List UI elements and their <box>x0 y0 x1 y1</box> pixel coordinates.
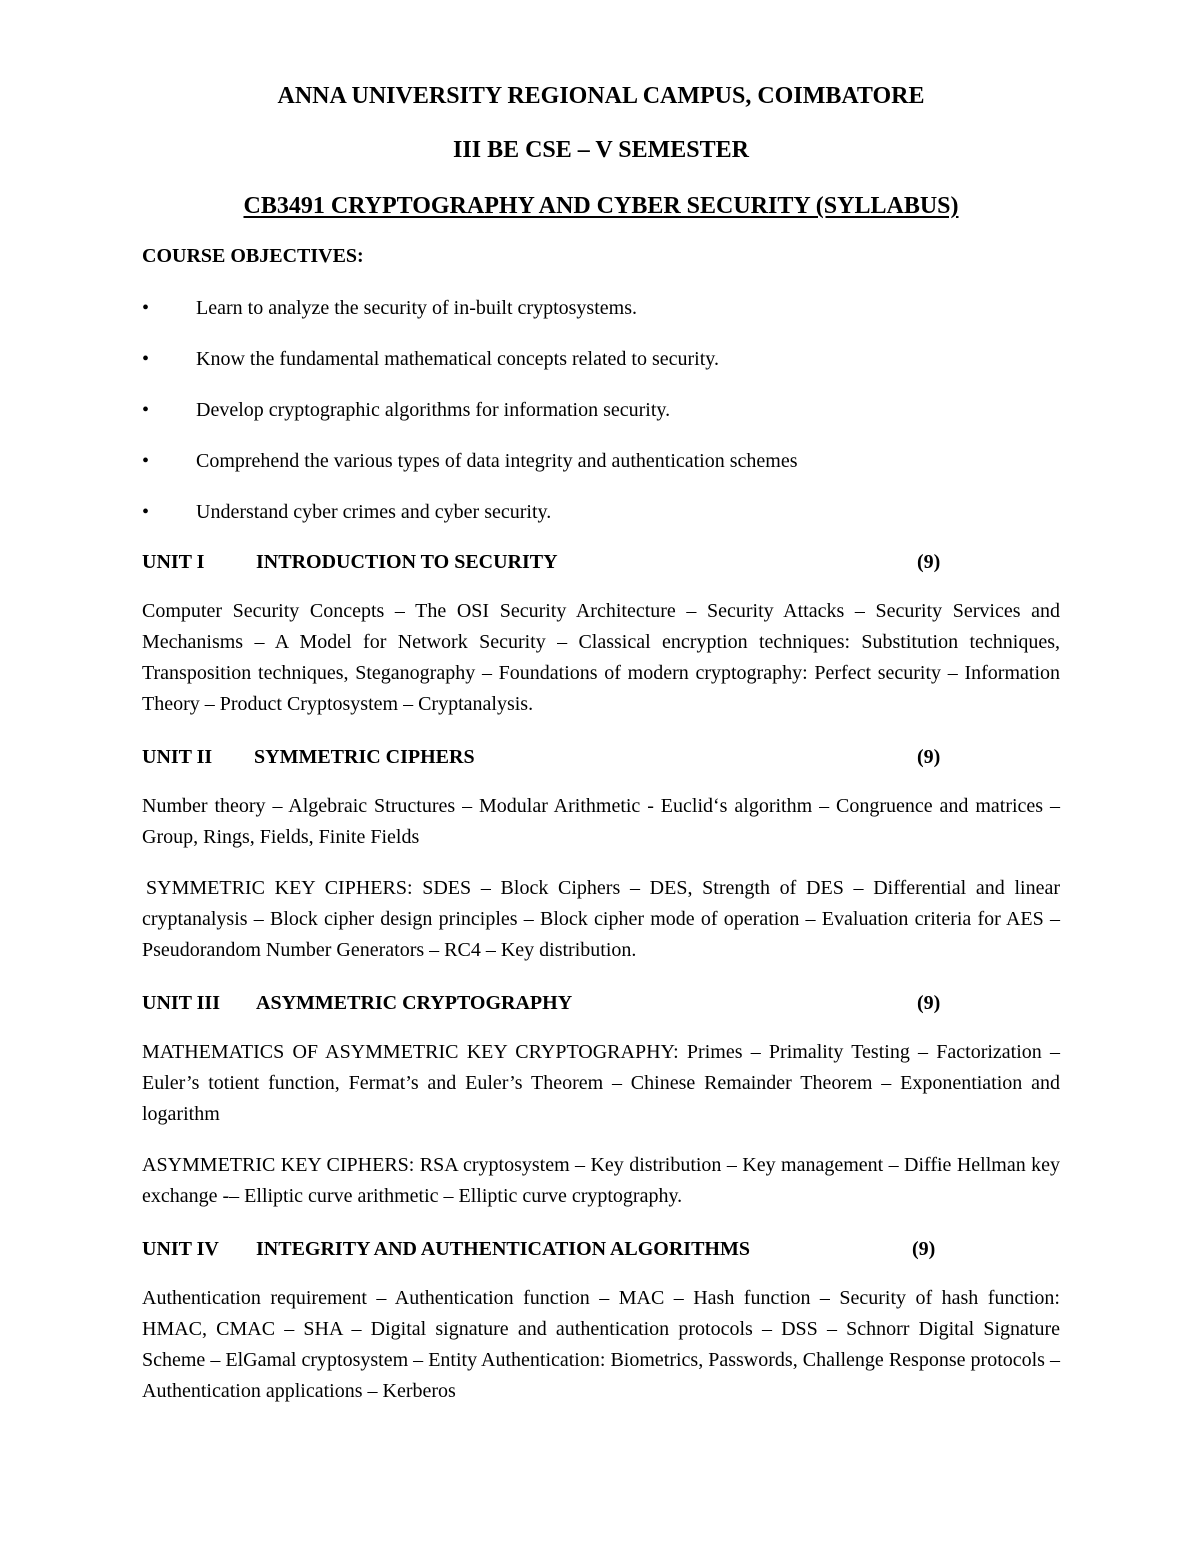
unit-title: ASYMMETRIC CRYPTOGRAPHY <box>256 992 573 1014</box>
unit-4-heading <box>142 1236 1060 1262</box>
bullet-icon: • <box>142 348 150 370</box>
bullet-icon: • <box>142 297 150 319</box>
objective-item <box>142 295 1060 321</box>
unit-hours: (9) <box>917 746 941 768</box>
objective-text: Learn to analyze the security of in-built cryptosystems. <box>196 297 637 319</box>
objective-item <box>142 397 1060 423</box>
university-name: ANNA UNIVERSITY REGIONAL CAMPUS, COIMBATORE <box>277 83 925 109</box>
objective-text: Know the fundamental mathematical concepts related to security. <box>196 348 719 370</box>
unit-title: INTEGRITY AND AUTHENTICATION ALGORITHMS <box>256 1238 750 1260</box>
unit-3-content: MATHEMATICS OF ASYMMETRIC KEY CRYPTOGRAPHY: Primes – Primality Testing – Factorization – Euler’s totient function, Fermat’s and Euler’s Theorem – Chinese Remainder Theorem – Exponentiation and logarithm <box>142 1041 1060 1125</box>
unit-title: INTRODUCTION TO SECURITY <box>256 551 558 573</box>
bullet-icon: • <box>142 501 150 523</box>
course-title: CB3491 CRYPTOGRAPHY AND CYBER SECURITY (SYLLABUS) <box>243 193 959 219</box>
objective-text: Understand cyber crimes and cyber security. <box>196 501 552 523</box>
unit-2-content: Number theory – Algebraic Structures – Modular Arithmetic - Euclid‘s algorithm – Congruence and matrices – Group, Rings, Fields, Finite Fields <box>142 795 1060 848</box>
objective-item <box>142 346 1060 372</box>
unit-hours: (9) <box>917 551 941 573</box>
unit-label: UNIT I <box>142 551 205 573</box>
unit-label: UNIT IV <box>142 1238 219 1260</box>
unit-1-content: Computer Security Concepts – The OSI Security Architecture – Security Attacks – Security Services and Mechanisms – A Model for Network Security – Classical encryption techniques: Substitution techniques, Transposition techniques, Steganography – Foundations of modern cryptography: Perfect security – Information Theory – Product Cryptosystem – Cryptanalysis. <box>142 600 1060 715</box>
page-content <box>142 76 1060 1407</box>
objective-text: Comprehend the various types of data integrity and authentication schemes <box>196 450 798 472</box>
bullet-icon: • <box>142 450 150 472</box>
unit-label: UNIT II <box>142 746 213 768</box>
unit-title: SYMMETRIC CIPHERS <box>254 746 475 768</box>
objective-item <box>142 499 1060 525</box>
unit-1-heading <box>142 549 1060 575</box>
class-semester: III BE CSE – V SEMESTER <box>453 137 749 163</box>
unit-label: UNIT III <box>142 992 220 1014</box>
objective-item <box>142 448 1060 474</box>
objective-text: Develop cryptographic algorithms for information security. <box>196 399 671 421</box>
unit-2-content: SYMMETRIC KEY CIPHERS: SDES – Block Ciphers – DES, Strength of DES – Differential and linear cryptanalysis – Block cipher design principles – Block cipher mode of operation – Evaluation criteria for AES – Pseudorandom Number Generators – RC4 – Key distribution. <box>142 877 1060 961</box>
unit-2-heading <box>142 744 1060 770</box>
bullet-icon: • <box>142 399 150 421</box>
objectives-list <box>142 295 1060 525</box>
unit-3-content: ASYMMETRIC KEY CIPHERS: RSA cryptosystem – Key distribution – Key management – Diffie Hellman key exchange -– Elliptic curve arithmetic – Elliptic curve cryptography. <box>142 1154 1060 1207</box>
unit-3-heading <box>142 990 1060 1016</box>
objectives-heading: COURSE OBJECTIVES: <box>142 245 364 267</box>
unit-hours: (9) <box>917 992 941 1014</box>
unit-hours: (9) <box>912 1238 936 1260</box>
unit-4-content: Authentication requirement – Authentication function – MAC – Hash function – Security of hash function: HMAC, CMAC – SHA – Digital signature and authentication protocols – DSS – Schnorr Digital Signature Scheme – ElGamal cryptosystem – Entity Authentication: Biometrics, Passwords, Challenge Response protocols – Authentication applications – Kerberos <box>142 1287 1060 1402</box>
